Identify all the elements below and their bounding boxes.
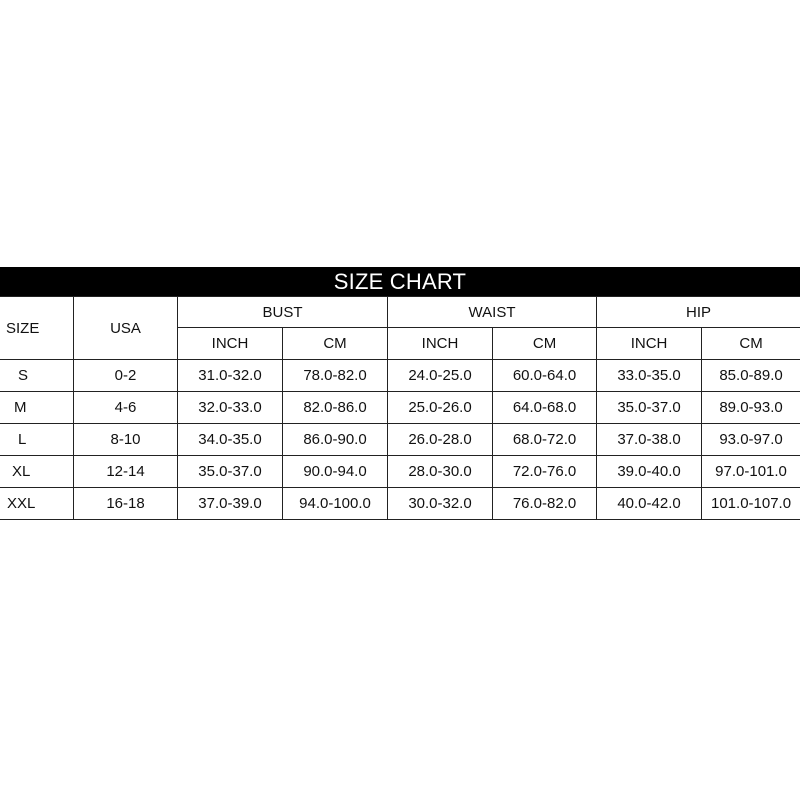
table-row (0, 360, 800, 392)
size-cell: XXL (0, 488, 74, 520)
waist-inch-cell: 26.0-28.0 (388, 424, 493, 456)
usa-cell: 12-14 (74, 456, 178, 488)
waist-inch-cell: 30.0-32.0 (388, 488, 493, 520)
usa-cell: 8-10 (74, 424, 178, 456)
waist-cm-cell: 76.0-82.0 (493, 488, 597, 520)
bust-cm-cell: 94.0-100.0 (283, 488, 388, 520)
hip-cm-cell: 101.0-107.0 (702, 488, 800, 520)
hip-inch-cell: 40.0-42.0 (597, 488, 702, 520)
bust-cm-header: CM (283, 328, 388, 360)
hip-inch-cell: 39.0-40.0 (597, 456, 702, 488)
waist-inch-header: INCH (388, 328, 493, 360)
waist-inch-cell: 25.0-26.0 (388, 392, 493, 424)
usa-cell: 0-2 (74, 360, 178, 392)
waist-group-header: WAIST (388, 297, 597, 328)
waist-cm-cell: 60.0-64.0 (493, 360, 597, 392)
hip-cm-cell: 85.0-89.0 (702, 360, 800, 392)
size-cell: M (0, 392, 74, 424)
hip-inch-cell: 33.0-35.0 (597, 360, 702, 392)
table-row (0, 424, 800, 456)
bust-inch-cell: 31.0-32.0 (178, 360, 283, 392)
waist-inch-cell: 24.0-25.0 (388, 360, 493, 392)
bust-inch-cell: 34.0-35.0 (178, 424, 283, 456)
bust-group-header: BUST (178, 297, 388, 328)
waist-cm-cell: 72.0-76.0 (493, 456, 597, 488)
bust-inch-cell: 32.0-33.0 (178, 392, 283, 424)
hip-group-header: HIP (597, 297, 800, 328)
bust-cm-cell: 90.0-94.0 (283, 456, 388, 488)
waist-cm-header: CM (493, 328, 597, 360)
bust-cm-cell: 86.0-90.0 (283, 424, 388, 456)
size-cell: S (0, 360, 74, 392)
waist-inch-cell: 28.0-30.0 (388, 456, 493, 488)
waist-cm-cell: 68.0-72.0 (493, 424, 597, 456)
hip-cm-cell: 89.0-93.0 (702, 392, 800, 424)
size-chart (0, 267, 800, 520)
hip-inch-cell: 37.0-38.0 (597, 424, 702, 456)
bust-cm-cell: 78.0-82.0 (283, 360, 388, 392)
usa-cell: 4-6 (74, 392, 178, 424)
usa-cell: 16-18 (74, 488, 178, 520)
table-row (0, 392, 800, 424)
hip-cm-cell: 93.0-97.0 (702, 424, 800, 456)
hip-inch-header: INCH (597, 328, 702, 360)
bust-inch-cell: 35.0-37.0 (178, 456, 283, 488)
table-row (0, 456, 800, 488)
bust-cm-cell: 82.0-86.0 (283, 392, 388, 424)
usa-column-header: USA (74, 297, 178, 360)
table-row (0, 488, 800, 520)
size-table (0, 296, 800, 520)
waist-cm-cell: 64.0-68.0 (493, 392, 597, 424)
hip-cm-cell: 97.0-101.0 (702, 456, 800, 488)
size-cell: L (0, 424, 74, 456)
size-chart-title: SIZE CHART (0, 267, 800, 296)
hip-cm-header: CM (702, 328, 800, 360)
header-row-groups (0, 297, 800, 328)
bust-inch-cell: 37.0-39.0 (178, 488, 283, 520)
hip-inch-cell: 35.0-37.0 (597, 392, 702, 424)
size-column-header: SIZE (0, 297, 74, 360)
size-cell: XL (0, 456, 74, 488)
bust-inch-header: INCH (178, 328, 283, 360)
